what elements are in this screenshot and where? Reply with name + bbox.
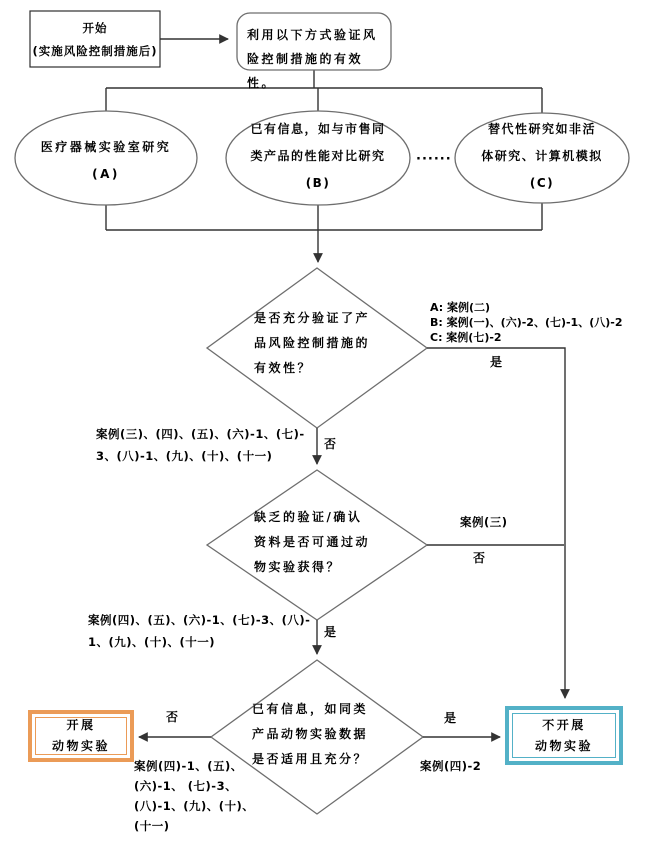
annotation-decision3-no-cases	[134, 756, 304, 836]
decision2	[254, 505, 370, 580]
ellipsis-between-options: ······	[416, 152, 452, 167]
decision2-line3: 物实验获得？	[254, 560, 342, 574]
verify-line2: 险控制措施的有效性。	[247, 52, 364, 90]
conduct-animal-test-box	[28, 710, 134, 762]
option-c	[455, 116, 629, 197]
annotation-case3-label: 案例(三)	[460, 515, 508, 529]
option-c-line2: 体研究、计算机模拟	[481, 149, 603, 163]
decision1	[254, 306, 370, 381]
no1-cases-line2: 3、(八)-1、(九)、(十)、(十一)	[96, 449, 273, 463]
no3-cases-line4: (十一)	[134, 819, 170, 833]
annotation-decision3-yes-case: 案例(四)-2	[420, 759, 482, 773]
yes2-cases-line2: 1、(九)、(十)、(十一)	[88, 635, 216, 649]
decision1-no-label: 否	[324, 437, 338, 451]
no-conduct-line1: 不开展	[542, 717, 586, 732]
decision1-line3: 有效性？	[254, 361, 313, 375]
no-animal-test-box	[505, 706, 623, 765]
decision2-line1: 缺乏的验证/确认	[254, 510, 363, 524]
decision2-line2: 资料是否可通过动	[254, 535, 371, 549]
decision3-line2: 产品动物实验数据	[252, 727, 369, 741]
abc-case-c: C: 案例(七)-2	[430, 331, 502, 344]
option-c-line1: 替代性研究如非活	[487, 122, 596, 136]
option-b	[226, 116, 410, 197]
decision3-yes-label: 是	[444, 711, 458, 725]
annotation-decision2-yes-cases	[88, 609, 348, 653]
start-line2: (实施风险控制措施后)	[32, 44, 158, 58]
connector-options-merge	[106, 202, 542, 230]
option-c-label: (C)	[529, 176, 555, 190]
option-b-line1: 已有信息，如与市售同	[250, 122, 386, 136]
option-b-line2: 类产品的性能对比研究	[250, 149, 386, 163]
no-conduct-line2: 动物实验	[534, 738, 593, 753]
no1-cases-line1: 案例(三)、(四)、(五)、(六)-1、(七)-	[96, 427, 305, 441]
decision3-line3: 是否适用且充分？	[252, 752, 369, 766]
option-a-line1: 医疗器械实验室研究	[40, 140, 172, 154]
decision1-yes-label: 是	[490, 355, 504, 369]
verify-box	[247, 23, 387, 95]
decision3-line1: 已有信息，如同类	[252, 702, 369, 716]
abc-case-b: B: 案例(一)、(六)-2、(七)-1、(八)-2	[430, 316, 623, 329]
no3-cases-line3: (八)-1、(九)、(十)、	[134, 799, 255, 813]
start-box	[30, 17, 160, 63]
no3-cases-line2: (六)-1、 (七)-3、	[134, 779, 238, 793]
conduct-line2: 动物实验	[51, 739, 110, 753]
conduct-line1: 开展	[66, 718, 96, 732]
option-a-label: (A)	[92, 167, 120, 181]
decision1-line2: 品风险控制措施的	[254, 336, 371, 350]
decision1-line1: 是否充分验证了产	[254, 311, 371, 325]
annotation-abc-cases	[430, 300, 646, 345]
verify-line1: 利用以下方式验证风	[247, 28, 378, 42]
option-b-label: (B)	[305, 176, 331, 190]
decision3-no-label: 否	[166, 710, 180, 724]
no3-cases-line1: 案例(四)-1、(五)、	[134, 759, 243, 773]
start-line1: 开始	[82, 21, 108, 35]
decision2-no-label: 否	[473, 551, 487, 565]
annotation-decision1-no-cases	[96, 423, 351, 467]
option-a	[16, 134, 196, 188]
decision2-yes-label: 是	[324, 625, 338, 639]
abc-case-a: A: 案例(二)	[430, 301, 491, 314]
yes2-cases-line1: 案例(四)、(五)、(六)-1、(七)-3、(八)-	[88, 613, 311, 627]
